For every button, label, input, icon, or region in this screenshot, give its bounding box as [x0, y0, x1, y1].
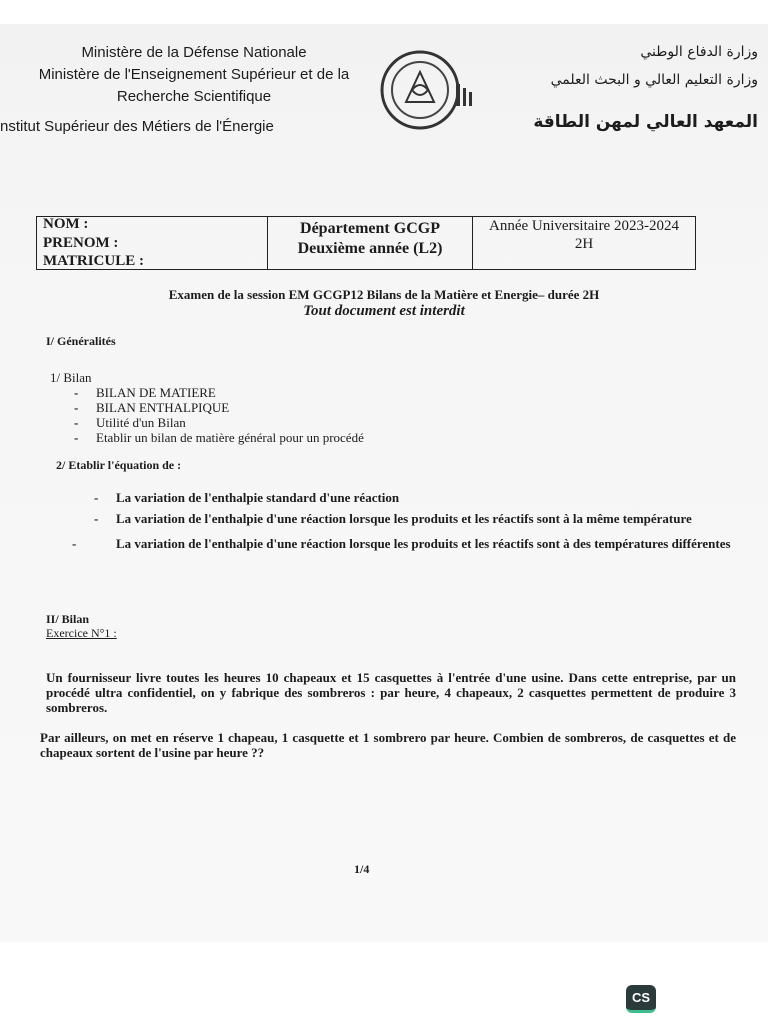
exam-title-line: Examen de la session EM GCGP12 Bilans de la Matière et Energie– durée 2H: [168, 287, 600, 302]
prenom-label: PRENOM :: [43, 235, 119, 251]
academic-year-label: Année Universitaire 2023-2024: [489, 218, 679, 234]
department-label: Département GCGP: [300, 220, 440, 237]
section1-sub1: [50, 370, 364, 445]
scanned-page: [0, 24, 768, 942]
camscanner-badge: CS: [626, 985, 656, 1013]
nom-label: NOM :: [43, 216, 89, 232]
exercise-title: Exercice N°1 :: [46, 626, 117, 640]
institute-ar: المعهد العالي لمهن الطاقة: [533, 112, 758, 132]
duration-label: 2H: [574, 236, 594, 252]
ministry-higher-ed-fr: Ministère de l'Enseignement Supérieur et de la Recherche Scientifique: [38, 66, 350, 105]
french-header: [0, 28, 374, 138]
student-id-cell: [37, 217, 268, 269]
sub1-list: [74, 385, 364, 445]
section2-heading: II/ Bilan: [46, 612, 90, 626]
sub2-list: [72, 490, 738, 556]
list-item: - BILAN ENTHALPIQUE: [74, 400, 364, 415]
exercise-paragraph-2: Par ailleurs, on met en réserve 1 chapeau, 1 casquette et 1 sombrero par heure. Combien de sombreros, de casquettes et de chapeaux sortent de l'usine par heure ??: [40, 730, 736, 760]
exam-subtitle: Tout document est interdit: [303, 303, 465, 319]
matricule-label: MATRICULE :: [43, 253, 144, 269]
institute-logo: [376, 42, 476, 138]
section1-heading: I/ Généralités: [46, 334, 116, 348]
year-level-label: Deuxième année (L2): [297, 240, 443, 257]
list-item: - La variation de l'enthalpie d'une réaction lorsque les produits et les réactifs sont à des températures différentes: [72, 536, 731, 551]
student-info-box: [36, 216, 696, 270]
list-item: - Etablir un bilan de matière général pour un procédé: [74, 430, 364, 445]
exam-title: [0, 286, 768, 320]
ministry-higher-ed-ar: وزارة التعليم العالي و البحث العلمي: [550, 72, 758, 88]
arabic-header: [518, 24, 758, 136]
list-item: - Utilité d'un Bilan: [74, 415, 364, 430]
sub2-heading: 2/ Etablir l'équation de :: [56, 458, 182, 472]
ministry-defense-fr: Ministère de la Défense Nationale: [81, 44, 307, 61]
institute-fr: nstitut Supérieur des Métiers de l'Énergie: [0, 118, 274, 135]
ministry-defense-ar: وزارة الدفاع الوطني: [640, 44, 758, 60]
sub1-heading: 1/ Bilan: [50, 370, 92, 385]
list-item: - La variation de l'enthalpie d'une réaction lorsque les produits et les réactifs sont à la même température: [94, 511, 692, 526]
list-item: - BILAN DE MATIERE: [74, 385, 364, 400]
academic-year-cell: [473, 217, 695, 269]
list-item: - La variation de l'enthalpie standard d'une réaction: [94, 490, 400, 505]
page-number: 1/4: [354, 862, 370, 876]
exercise-paragraph-1: Un fournisseur livre toutes les heures 10 chapeaux et 15 casquettes à l'entrée d'une usine. Dans cette entreprise, par un procédé ultra confidentiel, on y fabrique des sombreros : par heure, 4 chapeaux, 2 casquettes permettent de produire 3 sombreros.: [46, 670, 736, 715]
department-cell: [268, 217, 473, 269]
